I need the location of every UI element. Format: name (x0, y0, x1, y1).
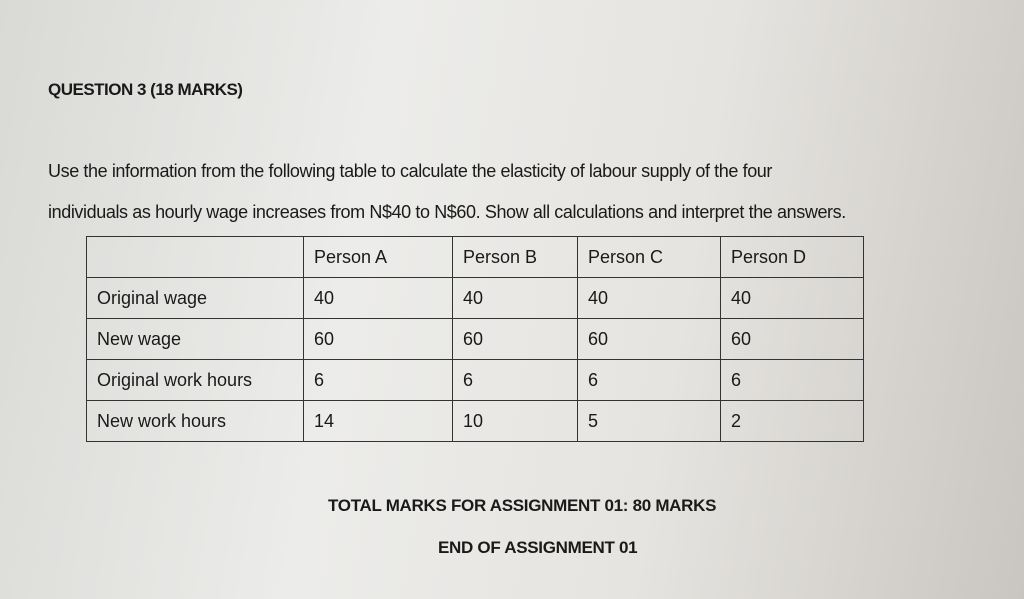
row-label: New wage (87, 319, 304, 360)
row-label: New work hours (87, 401, 304, 442)
table-cell: 5 (578, 401, 721, 442)
header-cell (87, 237, 304, 278)
table-cell: 6 (578, 360, 721, 401)
table-cell: 60 (578, 319, 721, 360)
table-cell: 40 (304, 278, 453, 319)
table-cell: 60 (304, 319, 453, 360)
table-cell: 6 (304, 360, 453, 401)
table-cell: 6 (721, 360, 864, 401)
table-cell: 40 (453, 278, 578, 319)
table-row (87, 360, 864, 401)
table-row (87, 278, 864, 319)
table-cell: 2 (721, 401, 864, 442)
question-text-line-1: Use the information from the following table to calculate the elasticity of labour supply of the four (48, 161, 773, 181)
table-row (87, 319, 864, 360)
table-cell: 40 (578, 278, 721, 319)
table-cell: 40 (721, 278, 864, 319)
table-cell: 6 (453, 360, 578, 401)
row-label: Original wage (87, 278, 304, 319)
end-of-assignment-text: END OF ASSIGNMENT 01 (438, 538, 638, 557)
question-text-line-2: individuals as hourly wage increases from N$40 to N$60. Show all calculations and interpret the answers. (48, 202, 846, 222)
table-cell: 60 (453, 319, 578, 360)
labour-supply-table (86, 236, 864, 442)
row-label: Original work hours (87, 360, 304, 401)
header-cell: Person D (721, 237, 864, 278)
header-cell: Person C (578, 237, 721, 278)
table-cell: 10 (453, 401, 578, 442)
total-marks-text: TOTAL MARKS FOR ASSIGNMENT 01: 80 MARKS (328, 496, 717, 515)
header-cell: Person B (453, 237, 578, 278)
table-cell: 14 (304, 401, 453, 442)
table-cell: 60 (721, 319, 864, 360)
table-header-row (87, 237, 864, 278)
header-cell: Person A (304, 237, 453, 278)
question-title: QUESTION 3 (18 MARKS) (48, 80, 243, 99)
table-row (87, 401, 864, 442)
